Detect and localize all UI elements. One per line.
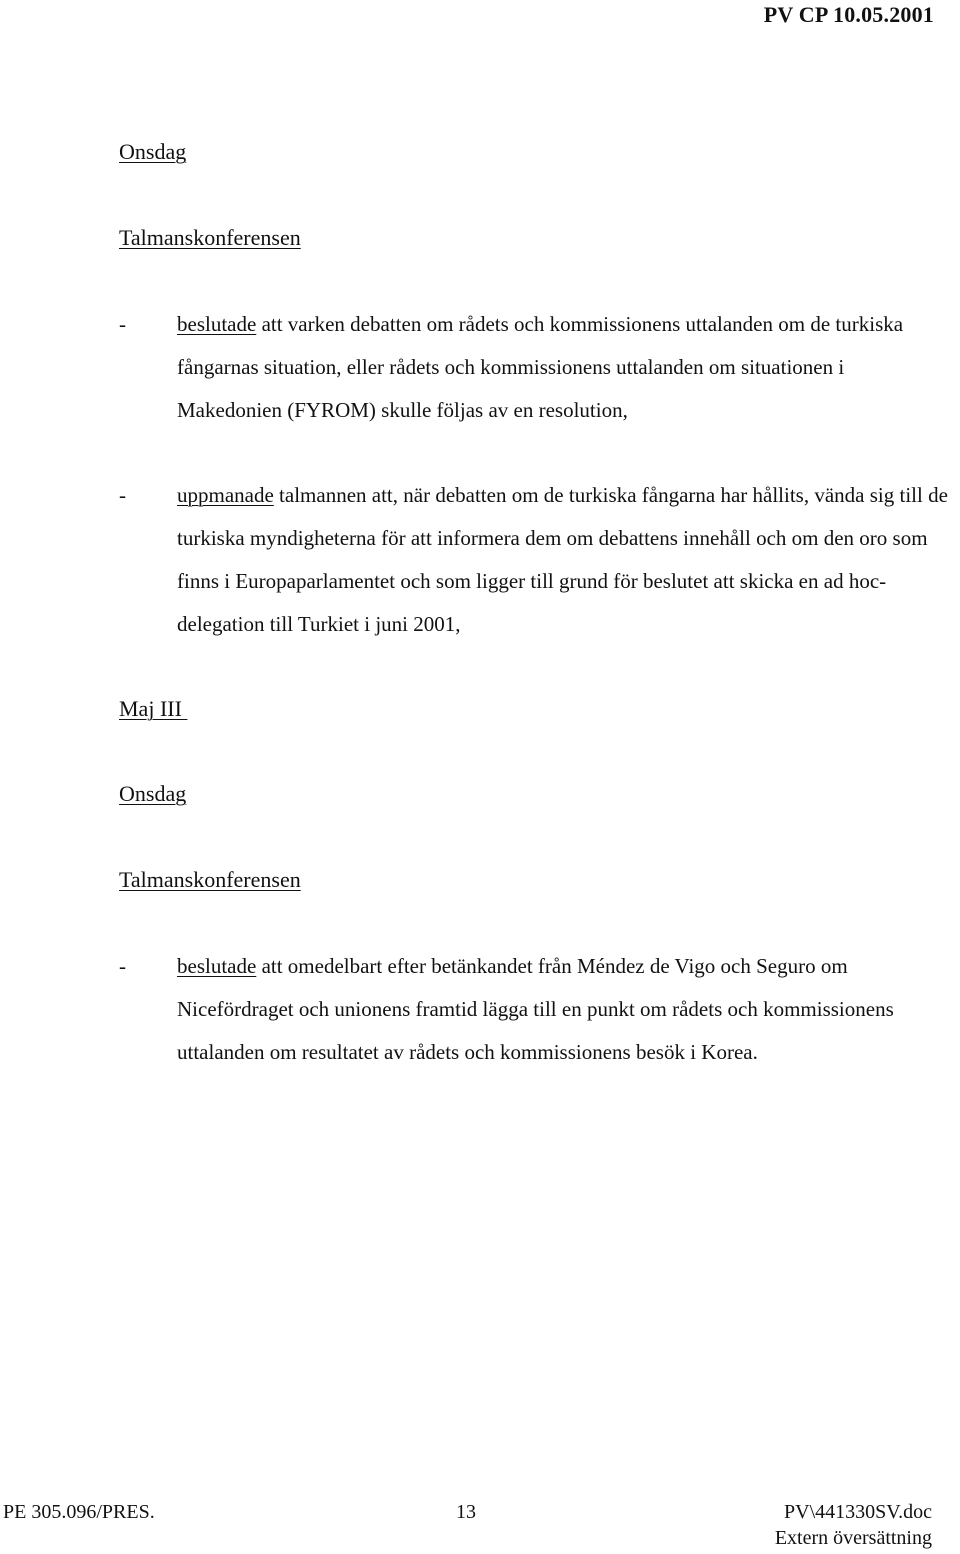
item-text: talmannen att, när debatten om de turkiska fångarna har hållits, vända sig till de turkiska myndigheterna för att informera dem om debattens innehåll och om den oro som finns i Europaparlamentet och som ligger till grund för beslutet att skicka en ad hoc-delegation till Turkiet i juni 2001, [177, 483, 948, 636]
section-body-heading: Talmanskonferensen [119, 867, 301, 892]
section-day-heading: Onsdag [119, 781, 187, 806]
footer-file-name: PV\441330SV.doc [784, 1501, 932, 1523]
item-text: att varken debatten om rådets och kommissionens uttalanden om de turkiska fångarnas situation, eller rådets och kommissionens uttalanden om situationen i Makedonien (FYROM) skulle följas av en resolution, [177, 312, 904, 422]
list-dash: - [119, 954, 126, 978]
decision-item [119, 945, 949, 1074]
footer-page-number: 13 [456, 1501, 476, 1523]
period-heading: Maj III [119, 696, 188, 721]
item-keyword: beslutade [177, 312, 257, 336]
list-dash: - [119, 312, 126, 336]
page-header-reference: PV CP 10.05.2001 [763, 2, 934, 27]
footer-translation-note: Extern översättning [774, 1527, 932, 1549]
decision-item [119, 303, 949, 432]
item-body [177, 945, 949, 1074]
item-keyword: uppmanade [177, 483, 274, 507]
list-dash: - [119, 483, 126, 507]
item-text: att omedelbart efter betänkandet från Méndez de Vigo och Seguro om Nicefördraget och unionens framtid lägga till en punkt om rådets och kommissionens uttalanden om resultatet av rådets och kommissionens besök i Korea. [177, 954, 894, 1064]
footer-doc-reference: PE 305.096/PRES. [3, 1501, 155, 1523]
section-body-heading: Talmanskonferensen [119, 225, 301, 250]
item-body [177, 303, 949, 432]
item-body [177, 474, 949, 646]
section-day-heading: Onsdag [119, 139, 187, 164]
item-keyword: beslutade [177, 954, 257, 978]
decision-item [119, 474, 949, 646]
